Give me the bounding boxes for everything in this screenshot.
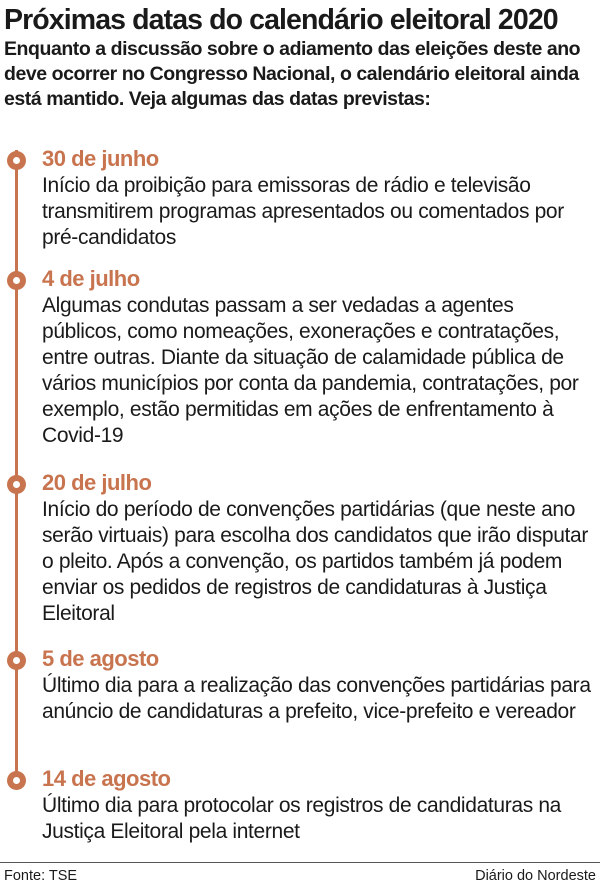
timeline-dot-icon	[7, 771, 26, 790]
source-credit: Fonte: TSE	[4, 868, 78, 884]
event-description: Início do período de convenções partidárias (que neste ano serão virtuais) para escolha dos candidatos que irão disputar o pleito. Após a convenção, os partidos também já podem enviar os pedidos de registros de candidaturas à Justiça Eleitoral	[42, 498, 588, 625]
event-description: Algumas condutas passam a ser vedadas a agentes públicos, como nomeações, exonerações e contratações, entre outras. Diante da situação de calamidade pública de vários municípios por conta da pandemia, contratações, por exemplo, estão permitidas em ações de enfrentamento à Covid-19	[42, 294, 579, 447]
timeline-dot-icon	[7, 475, 26, 494]
timeline-line	[15, 150, 18, 776]
timeline-event	[42, 766, 598, 845]
timeline-dot-icon	[7, 151, 26, 170]
event-date: 5 de agosto	[42, 646, 159, 671]
event-date: 20 de julho	[42, 470, 152, 495]
timeline-dot-icon	[7, 651, 26, 670]
timeline-event	[42, 266, 598, 449]
page-title: Próximas datas do calendário eleitoral 2020	[4, 4, 558, 36]
event-description: Início da proibição para emissoras de rádio e televisão transmitirem programas apresentados ou comentados por pré-candidatos	[42, 174, 564, 249]
event-date: 14 de agosto	[42, 766, 171, 791]
event-description: Último dia para protocolar os registros de candidaturas na Justiça Eleitoral pela internet	[42, 794, 561, 843]
timeline-event	[42, 646, 598, 725]
event-date: 4 de julho	[42, 266, 140, 291]
brand-credit: Diário do Nordeste	[475, 868, 596, 884]
footer-divider	[0, 862, 600, 863]
event-date: 30 de junho	[42, 146, 159, 171]
event-description: Último dia para a realização das convenções partidárias para anúncio de candidaturas a prefeito, vice-prefeito e vereador	[42, 674, 591, 723]
timeline-dot-icon	[7, 271, 26, 290]
timeline-event	[42, 470, 598, 627]
intro-text: Enquanto a discussão sobre o adiamento das eleições deste ano deve ocorrer no Congresso Nacional, o calendário eleitoral ainda está mantido. Veja algumas das datas previstas:	[4, 38, 581, 110]
timeline-event	[42, 146, 598, 251]
